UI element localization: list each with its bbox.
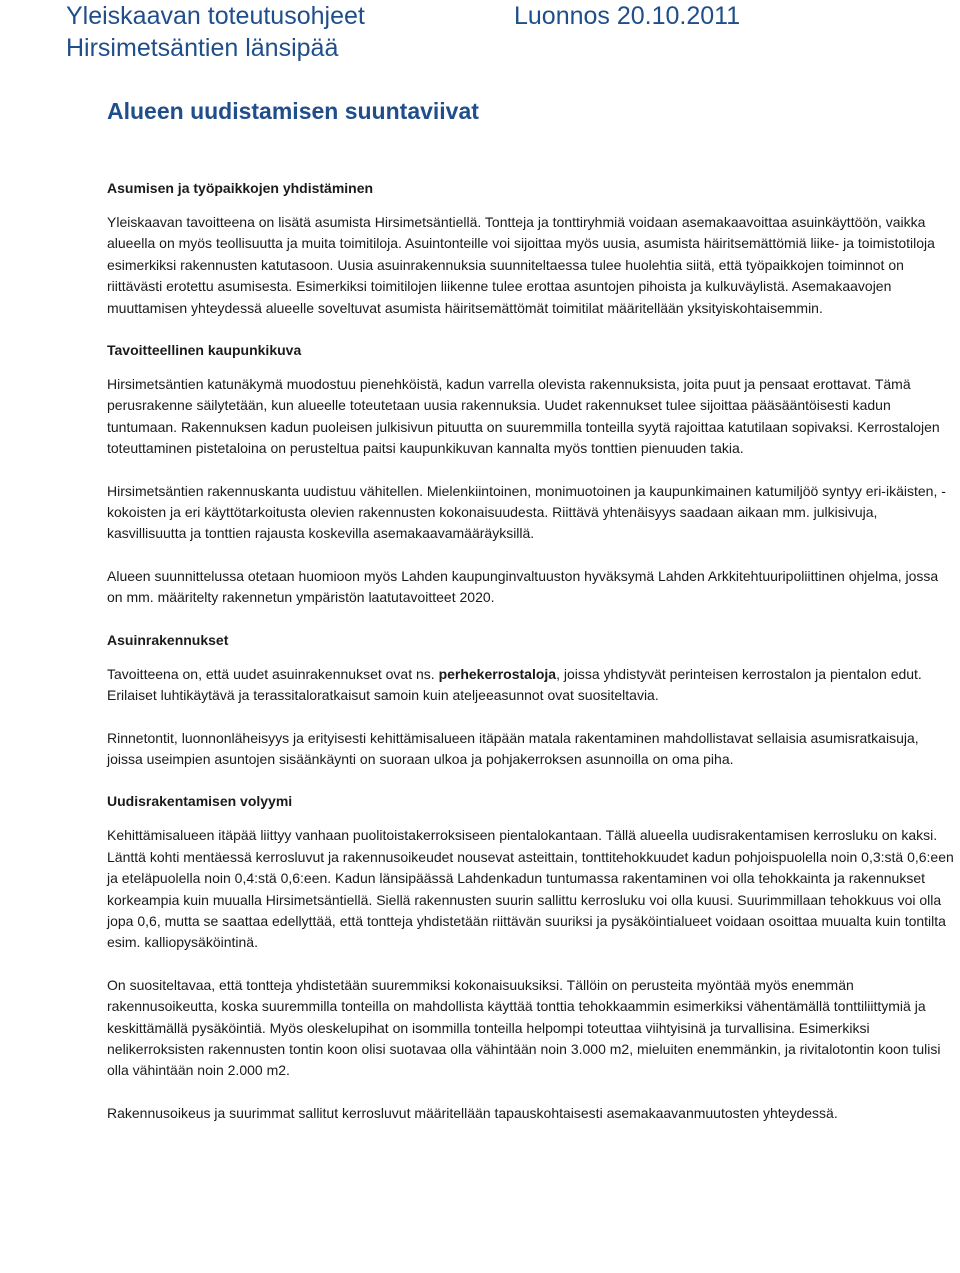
heading-asumisen: Asumisen ja työpaikkojen yhdistäminen: [107, 180, 374, 196]
paragraph: Kehittämisalueen itäpää liittyy vanhaan puolitoistakerroksiseen pientalokantaan. Tällä alueella uudisrakentamisen kerrosluku on kaksi. Länttä kohti mentäessä kerrosluvut ja rakennusoikeudet nousevat asteittain, tonttitehokkuudet kadun pohjoispuolella noin 0,3:stä 0,6:een ja eteläpuolella noin 0,4:stä 0,6:een. Kadun länsipäässä Lahdenkadun tuntumassa rakentaminen voi olla tehokkainta ja rakennukset korkeampia kuin muualla Hirsimetsäntiellä. Siellä rakennusten suurin sallittu kerrosluku voi olla kuusi. Suurimmillaan tehokkuus voi olla jopa 0,6, mutta se saattaa edellyttää, että tontteja yhdistetään riittävän suuriksi ja pysäköintialueet voidaan osoittaa muualta kuin tontilta esim. kalliopysäköintinä.: [107, 827, 954, 951]
section-title: Alueen uudistamisen suuntaviivat: [107, 98, 479, 124]
heading-volyymi: Uudisrakentamisen volyymi: [107, 793, 293, 810]
paragraph: Hirsimetsäntien rakennuskanta uudistuu vähitellen. Mielenkiintoinen, monimuotoinen ja kaupunkimainen katumiljöö syntyy eri-ikäisten, -kokoisten ja eri käyttötarkoitusta olevien rakennusten kokonaisuudesta. Riittävä yhtenäisyys saadaan aikaan mm. julkisivuja, kasvillisuutta ja tonttien rajausta koskevilla asemakaavamääräyksillä.: [107, 482, 946, 542]
paragraph: On suositeltavaa, että tontteja yhdistetään suuremmiksi kokonaisuuksiksi. Tällöin on perusteita myöntää myös enemmän rakennusoikeutta, koska suuremmilla tonteilla on mahdollista käyttää tonttia tehokkaammin esimerkiksi vähentämällä tonttiliittymiä ja keskittämällä pysäköintiä. Myös oleskelupihat on isommilla tonteilla helpompi toteuttaa viihtyisinä ja turvallisina. Esimerkiksi nelikerroksisten rakennusten tontin koon olisi suotavaa olla vähintään noin 3.000 m2, mieluiten enemmänkin, ja rivitalotontin koon tulisi olla vähintään noin 2.000 m2.: [107, 976, 941, 1079]
document-title: Yleiskaavan toteutusohjeet: [66, 2, 365, 30]
document-body: [107, 96, 955, 1124]
paragraph: Alueen suunnittelussa otetaan huomioon myös Lahden kaupunginvaltuuston hyväksymä Lahden Arkkitehtuuripoliittinen ohjelma, jossa on mm. määritelty rakennetun ympäristön laatutavoitteet 2020.: [107, 567, 939, 606]
emphasis-term: perhekerrostaloja: [438, 665, 557, 682]
paragraph-perhekerrostalot: Tavoitteena on, että uudet asuinrakennukset ovat ns. perhekerrostaloja, joissa yhdistyvät perinteisen kerrostalon ja pientalon edut. Erilaiset luhtikäytävä ja terassitaloratkaisut samoin kuin ateljeeasunnot ovat suositeltavia.: [107, 665, 922, 704]
paragraph: Hirsimetsäntien katunäkymä muodostuu pienehköistä, kadun varrella olevista rakennuksista, joita puut ja pensaat erottavat. Tämä perusrakenne säilytetään, kun alueelle toteutetaan uusia rakennuksia. Uudet rakennukset tulee sijoittaa pääsääntöisesti kadun tuntumaan. Rakennuksen kadun puoleisen julkisivun pituutta on suuremmilla tonteilla syytä rajoittaa katutilaan sopivaksi. Kerrostalojen toteuttaminen pistetaloina on perusteltua paitsi kaupunkikuvan kannalta myös tonttien pienuuden takia.: [107, 376, 940, 457]
paragraph: Yleiskaavan tavoitteena on lisätä asumista Hirsimetsäntiellä. Tontteja ja tonttiryhmiä voidaan asemakaavoittaa asuinkäyttöön, vaikka alueella on myös teollisuutta ja muita toimitiloja. Asuintonteille voi sijoittaa myös uusia, asumista häiritsemättömiä liike- ja toimistotiloja esimerkiksi rakennusten katutasoon. Uusia asuinrakennuksia suunniteltaessa tulee huolehtia siitä, että työpaikkojen toiminnot on riittävästi erotettu asumisesta. Esimerkiksi toimitilojen liikenne tulee erottaa asuntojen pihoista ja kulkuväylistä. Asemakaavojen muuttamisen yhteydessä alueelle soveltuvat asumista häiritsemättömät toimitilat määritellään yksityiskohtaisemmin.: [107, 214, 935, 316]
document-date: Luonnos 20.10.2011: [514, 2, 741, 30]
heading-asuinrakennukset: Asuinrakennukset: [107, 631, 229, 648]
paragraph: Rakennusoikeus ja suurimmat sallitut kerrosluvut määritellään tapauskohtaisesti asemakaavanmuutosten yhteydessä.: [107, 1104, 838, 1121]
heading-kaupunkikuva: Tavoitteellinen kaupunkikuva: [107, 342, 302, 359]
document-subtitle: Hirsimetsäntien länsipää: [66, 34, 339, 62]
paragraph: Rinnetontit, luonnonläheisyys ja erityisesti kehittämisalueen itäpään matala rakentaminen mahdollistavat sellaisia asumisratkaisuja, joissa useimpien asuntojen sisäänkäynti on suoraan ulkoa ja pohjakerroksen asunnoilla on oma piha.: [107, 729, 919, 767]
